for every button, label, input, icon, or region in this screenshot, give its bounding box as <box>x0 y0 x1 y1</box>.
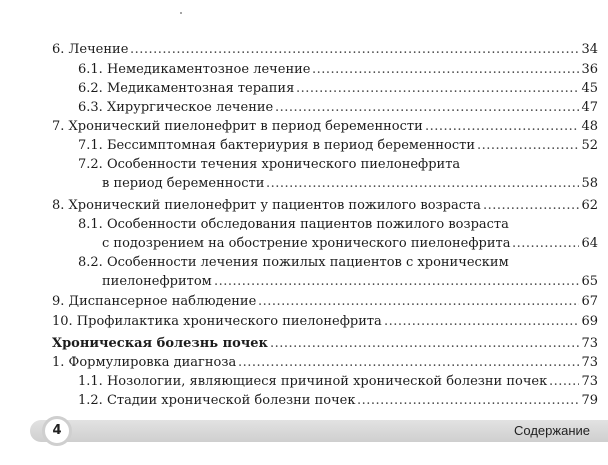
toc-entry-page: 36 <box>581 62 598 77</box>
dot-leader <box>238 353 582 372</box>
toc-entry[interactable] <box>0 391 608 410</box>
toc-entry-page: 45 <box>581 81 598 96</box>
toc-entry-title: 7.1. Бессимптомная бактериурия в период беременности <box>78 138 476 153</box>
toc-entry[interactable] <box>0 40 608 59</box>
toc-entry-page: 73 <box>581 374 598 389</box>
toc-entry-title: 1.2. Стадии хронической болезни почек <box>78 393 356 408</box>
toc-entry[interactable] <box>0 372 608 391</box>
dot-leader <box>312 60 582 79</box>
dot-leader <box>258 292 582 311</box>
dot-leader <box>214 272 582 291</box>
toc-entry-title: 1. Формулировка диагноза <box>52 355 237 370</box>
dot-leader <box>130 40 582 59</box>
toc-entry[interactable] <box>0 292 608 311</box>
toc-entry-page: 52 <box>581 138 598 153</box>
toc-entry-page: 64 <box>581 236 598 251</box>
toc-entry-continuation[interactable] <box>0 272 608 291</box>
toc-entry-title: 6.2. Медикаментозная терапия <box>78 81 295 96</box>
dot-leader <box>477 136 582 155</box>
toc-entry-page: 73 <box>581 355 598 370</box>
page-footer <box>0 414 608 446</box>
toc-entry[interactable] <box>0 215 608 234</box>
toc-entry[interactable] <box>0 79 608 98</box>
toc-entry-page: 69 <box>581 314 598 329</box>
toc-entry[interactable] <box>0 136 608 155</box>
footer-section-name: Содержание <box>514 423 590 438</box>
toc-entry[interactable] <box>0 117 608 136</box>
toc-entry[interactable] <box>0 334 608 353</box>
dot-leader <box>483 196 582 215</box>
toc-entry-title: 8. Хронический пиелонефрит у пациентов пожилого возраста <box>52 198 481 213</box>
toc-entry-page: 73 <box>581 336 598 351</box>
toc-entry-page: 79 <box>581 393 598 408</box>
toc-entry[interactable] <box>0 155 608 174</box>
toc-entry-page: 65 <box>581 274 598 289</box>
toc-entry-title: 7. Хронический пиелонефрит в период беременности <box>52 119 423 134</box>
toc-entry-page: 58 <box>581 176 598 191</box>
toc-entry-page: 47 <box>581 100 598 115</box>
dot-leader <box>512 234 582 253</box>
toc-entry[interactable] <box>0 60 608 79</box>
dot-leader <box>296 79 582 98</box>
toc-entry[interactable] <box>0 253 608 272</box>
toc-section-title: Хроническая болезнь почек <box>52 336 268 351</box>
toc-entry-title: 8.2. Особенности лечения пожилых пациентов с хроническим <box>78 255 509 270</box>
toc-entry[interactable] <box>0 353 608 372</box>
toc-entry-continuation[interactable] <box>0 174 608 193</box>
toc-entry-page: 67 <box>581 294 598 309</box>
dot-leader <box>549 372 582 391</box>
toc-entry-title: в период беременности <box>102 176 265 191</box>
toc-entry-title: 6. Лечение <box>52 42 129 57</box>
dot-leader <box>266 174 582 193</box>
page-number: 4 <box>42 416 72 446</box>
toc-entry-page: 62 <box>581 198 598 213</box>
toc-entry-continuation[interactable] <box>0 234 608 253</box>
toc-entry[interactable] <box>0 98 608 117</box>
toc-entry-title: 7.2. Особенности течения хронического пиелонефрита <box>78 157 461 172</box>
dot-leader <box>270 334 582 353</box>
toc-entry[interactable] <box>0 312 608 331</box>
toc-entry-title: с подозрением на обострение хронического пиелонефрита <box>102 236 511 251</box>
toc-entry-title: 6.1. Немедикаментозное лечение <box>78 62 311 77</box>
dot-leader <box>425 117 582 136</box>
toc-entry-page: 34 <box>581 42 598 57</box>
toc-entry-title: 10. Профилактика хронического пиелонефрита <box>52 314 382 329</box>
toc-entry[interactable] <box>0 196 608 215</box>
dot-leader <box>275 98 582 117</box>
toc-entry-title: 6.3. Хирургическое лечение <box>78 100 274 115</box>
toc-entry-page: 48 <box>581 119 598 134</box>
toc-entry-title: пиелонефритом <box>102 274 212 289</box>
dot-leader <box>384 312 582 331</box>
print-mark <box>180 12 182 14</box>
toc-entry-title: 9. Диспансерное наблюдение <box>52 294 257 309</box>
dot-leader <box>357 391 582 410</box>
toc-entry-title: 1.1. Нозологии, являющиеся причиной хронической болезни почек <box>78 374 548 389</box>
toc-entry-title: 8.1. Особенности обследования пациентов пожилого возраста <box>78 217 509 232</box>
